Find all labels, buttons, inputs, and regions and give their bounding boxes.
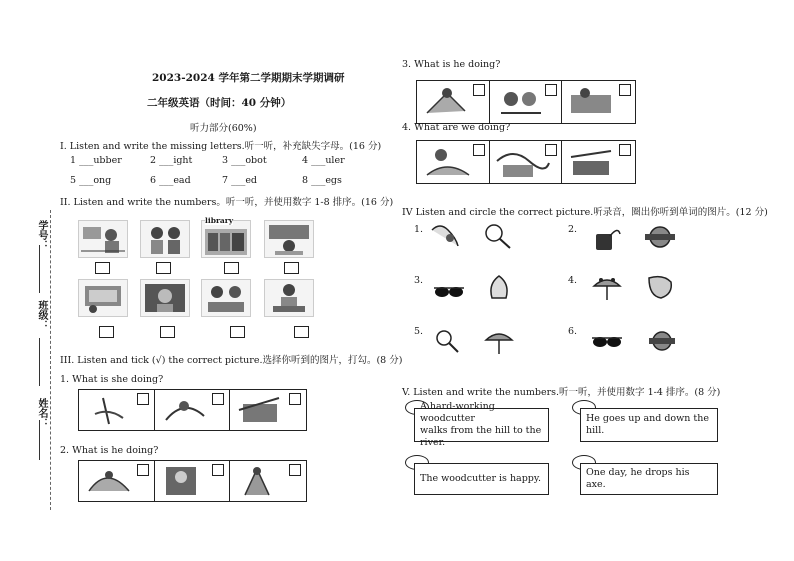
s3-q4-tick-box-1[interactable] bbox=[473, 144, 485, 156]
s1-item-7: 7 ___ed bbox=[222, 175, 258, 186]
s5-sentence-box-3 bbox=[414, 463, 549, 495]
class-line bbox=[39, 338, 40, 386]
s2-picture-1 bbox=[78, 220, 128, 258]
s3-question-4: 4. What are we doing? bbox=[402, 122, 511, 133]
s4-num-1: 1. bbox=[414, 224, 424, 235]
s3-q4-tick-box-3[interactable] bbox=[619, 144, 631, 156]
s2-answer-box-4[interactable] bbox=[284, 262, 299, 274]
binding-dashed-line bbox=[50, 210, 51, 510]
s4-q3-option-b[interactable] bbox=[482, 272, 516, 302]
s1-item-4: 4 ___uler bbox=[302, 155, 345, 166]
s2-answer-box-3[interactable] bbox=[224, 262, 239, 274]
s4-num-6: 6. bbox=[568, 326, 578, 337]
s3-q2-tick-box-3[interactable] bbox=[289, 464, 301, 476]
s2-answer-box-2[interactable] bbox=[156, 262, 171, 274]
student-id-line bbox=[39, 245, 40, 293]
section2-heading: II. Listen and write the numbers。听一听，并使用数字 1-8 排序。(16 分) bbox=[60, 197, 394, 208]
s4-q4-option-a[interactable] bbox=[590, 272, 624, 302]
s4-q1-option-b[interactable] bbox=[480, 220, 514, 250]
s3-q2-tick-box-1[interactable] bbox=[137, 464, 149, 476]
s4-num-4: 4. bbox=[568, 275, 578, 286]
s5-sentence-1-line-2: walks from the hill to the river. bbox=[420, 425, 542, 448]
s3-q3-strip bbox=[416, 80, 636, 124]
s4-q5-option-b[interactable] bbox=[482, 326, 516, 356]
s3-q1-tick-box-2[interactable] bbox=[212, 393, 224, 405]
s4-q6-option-a[interactable] bbox=[590, 326, 624, 356]
s2-picture-3 bbox=[201, 220, 251, 258]
s4-num-5: 5. bbox=[414, 326, 424, 337]
s5-sentence-1-line-1: A hard-working woodcutter bbox=[420, 401, 495, 424]
s4-q2-option-b[interactable] bbox=[643, 222, 677, 252]
s4-num-3: 3. bbox=[414, 275, 424, 286]
s3-question-3: 3. What is he doing? bbox=[402, 59, 501, 70]
student-id-label: 学号： bbox=[36, 220, 47, 250]
section5-heading: V. Listen and write the numbers.听一听，并使用数字 1-4 排序。(8 分) bbox=[402, 387, 721, 398]
s3-q1-tick-box-1[interactable] bbox=[137, 393, 149, 405]
library-sign: library bbox=[205, 216, 234, 225]
s2-picture-4 bbox=[264, 220, 314, 258]
s1-item-5: 5 ___ong bbox=[70, 175, 112, 186]
s1-item-6: 6 ___ead bbox=[150, 175, 191, 186]
s1-item-8: 8 ___egs bbox=[302, 175, 342, 186]
exam-subtitle: 二年级英语（时间：40 分钟） bbox=[147, 97, 292, 109]
name-label: 姓名： bbox=[36, 398, 47, 428]
listening-part-label: 听力部分(60%) bbox=[190, 123, 257, 134]
s2-picture-2 bbox=[140, 220, 190, 258]
s4-q3-option-a[interactable] bbox=[432, 276, 466, 306]
section3-heading: III. Listen and tick (√) the correct picture.选择你听到的图片，打勾。(8 分) bbox=[60, 355, 403, 366]
class-label: 班级： bbox=[36, 300, 47, 330]
s3-question-1: 1. What is she doing? bbox=[60, 374, 164, 385]
s4-q6-option-b[interactable] bbox=[645, 326, 679, 356]
s4-q5-option-a[interactable] bbox=[430, 326, 464, 356]
s3-q2-strip bbox=[78, 460, 307, 502]
s2-answer-box-8[interactable] bbox=[294, 326, 309, 338]
s3-q4-strip bbox=[416, 140, 636, 184]
s2-picture-5 bbox=[78, 279, 128, 317]
section1-heading: I. Listen and write the missing letters.听一听，补充缺失字母。(16 分) bbox=[60, 141, 382, 152]
section4-heading: IV Listen and circle the correct picture.听录音，圈出你听到单词的图片。(12 分) bbox=[402, 207, 768, 218]
s1-item-1: 1 ___ubber bbox=[70, 155, 122, 166]
s2-answer-box-1[interactable] bbox=[95, 262, 110, 274]
s3-q4-tick-box-2[interactable] bbox=[545, 144, 557, 156]
s3-q3-tick-box-3[interactable] bbox=[619, 84, 631, 96]
s3-q2-tick-box-2[interactable] bbox=[212, 464, 224, 476]
s3-question-2: 2. What is he doing? bbox=[60, 445, 159, 456]
s3-q3-tick-box-1[interactable] bbox=[473, 84, 485, 96]
s2-picture-8 bbox=[264, 279, 314, 317]
s1-item-3: 3 ___obot bbox=[222, 155, 267, 166]
s4-q1-option-a[interactable] bbox=[428, 220, 462, 250]
s4-num-2: 2. bbox=[568, 224, 578, 235]
s3-q1-strip bbox=[78, 389, 307, 431]
s2-answer-box-5[interactable] bbox=[99, 326, 114, 338]
s2-answer-box-6[interactable] bbox=[160, 326, 175, 338]
s1-item-2: 2 ___ight bbox=[150, 155, 193, 166]
s3-q3-tick-box-2[interactable] bbox=[545, 84, 557, 96]
s5-sentence-box-1 bbox=[414, 401, 549, 448]
s2-picture-6 bbox=[140, 279, 190, 317]
s3-q1-tick-box-3[interactable] bbox=[289, 393, 301, 405]
s5-sentence-2: He goes up and down the hill. bbox=[586, 413, 709, 436]
s2-answer-box-7[interactable] bbox=[230, 326, 245, 338]
s4-q4-option-b[interactable] bbox=[643, 272, 677, 302]
s5-sentence-4: One day, he drops his axe. bbox=[586, 467, 690, 490]
s5-sentence-box-4 bbox=[580, 463, 718, 495]
s4-q2-option-a[interactable] bbox=[590, 224, 624, 254]
exam-title: 2023-2024 学年第二学期期末学期调研 bbox=[152, 72, 345, 84]
s5-sentence-3: The woodcutter is happy. bbox=[420, 473, 542, 484]
name-line bbox=[39, 420, 40, 460]
s5-sentence-box-2 bbox=[580, 408, 718, 442]
s2-picture-7 bbox=[201, 279, 251, 317]
